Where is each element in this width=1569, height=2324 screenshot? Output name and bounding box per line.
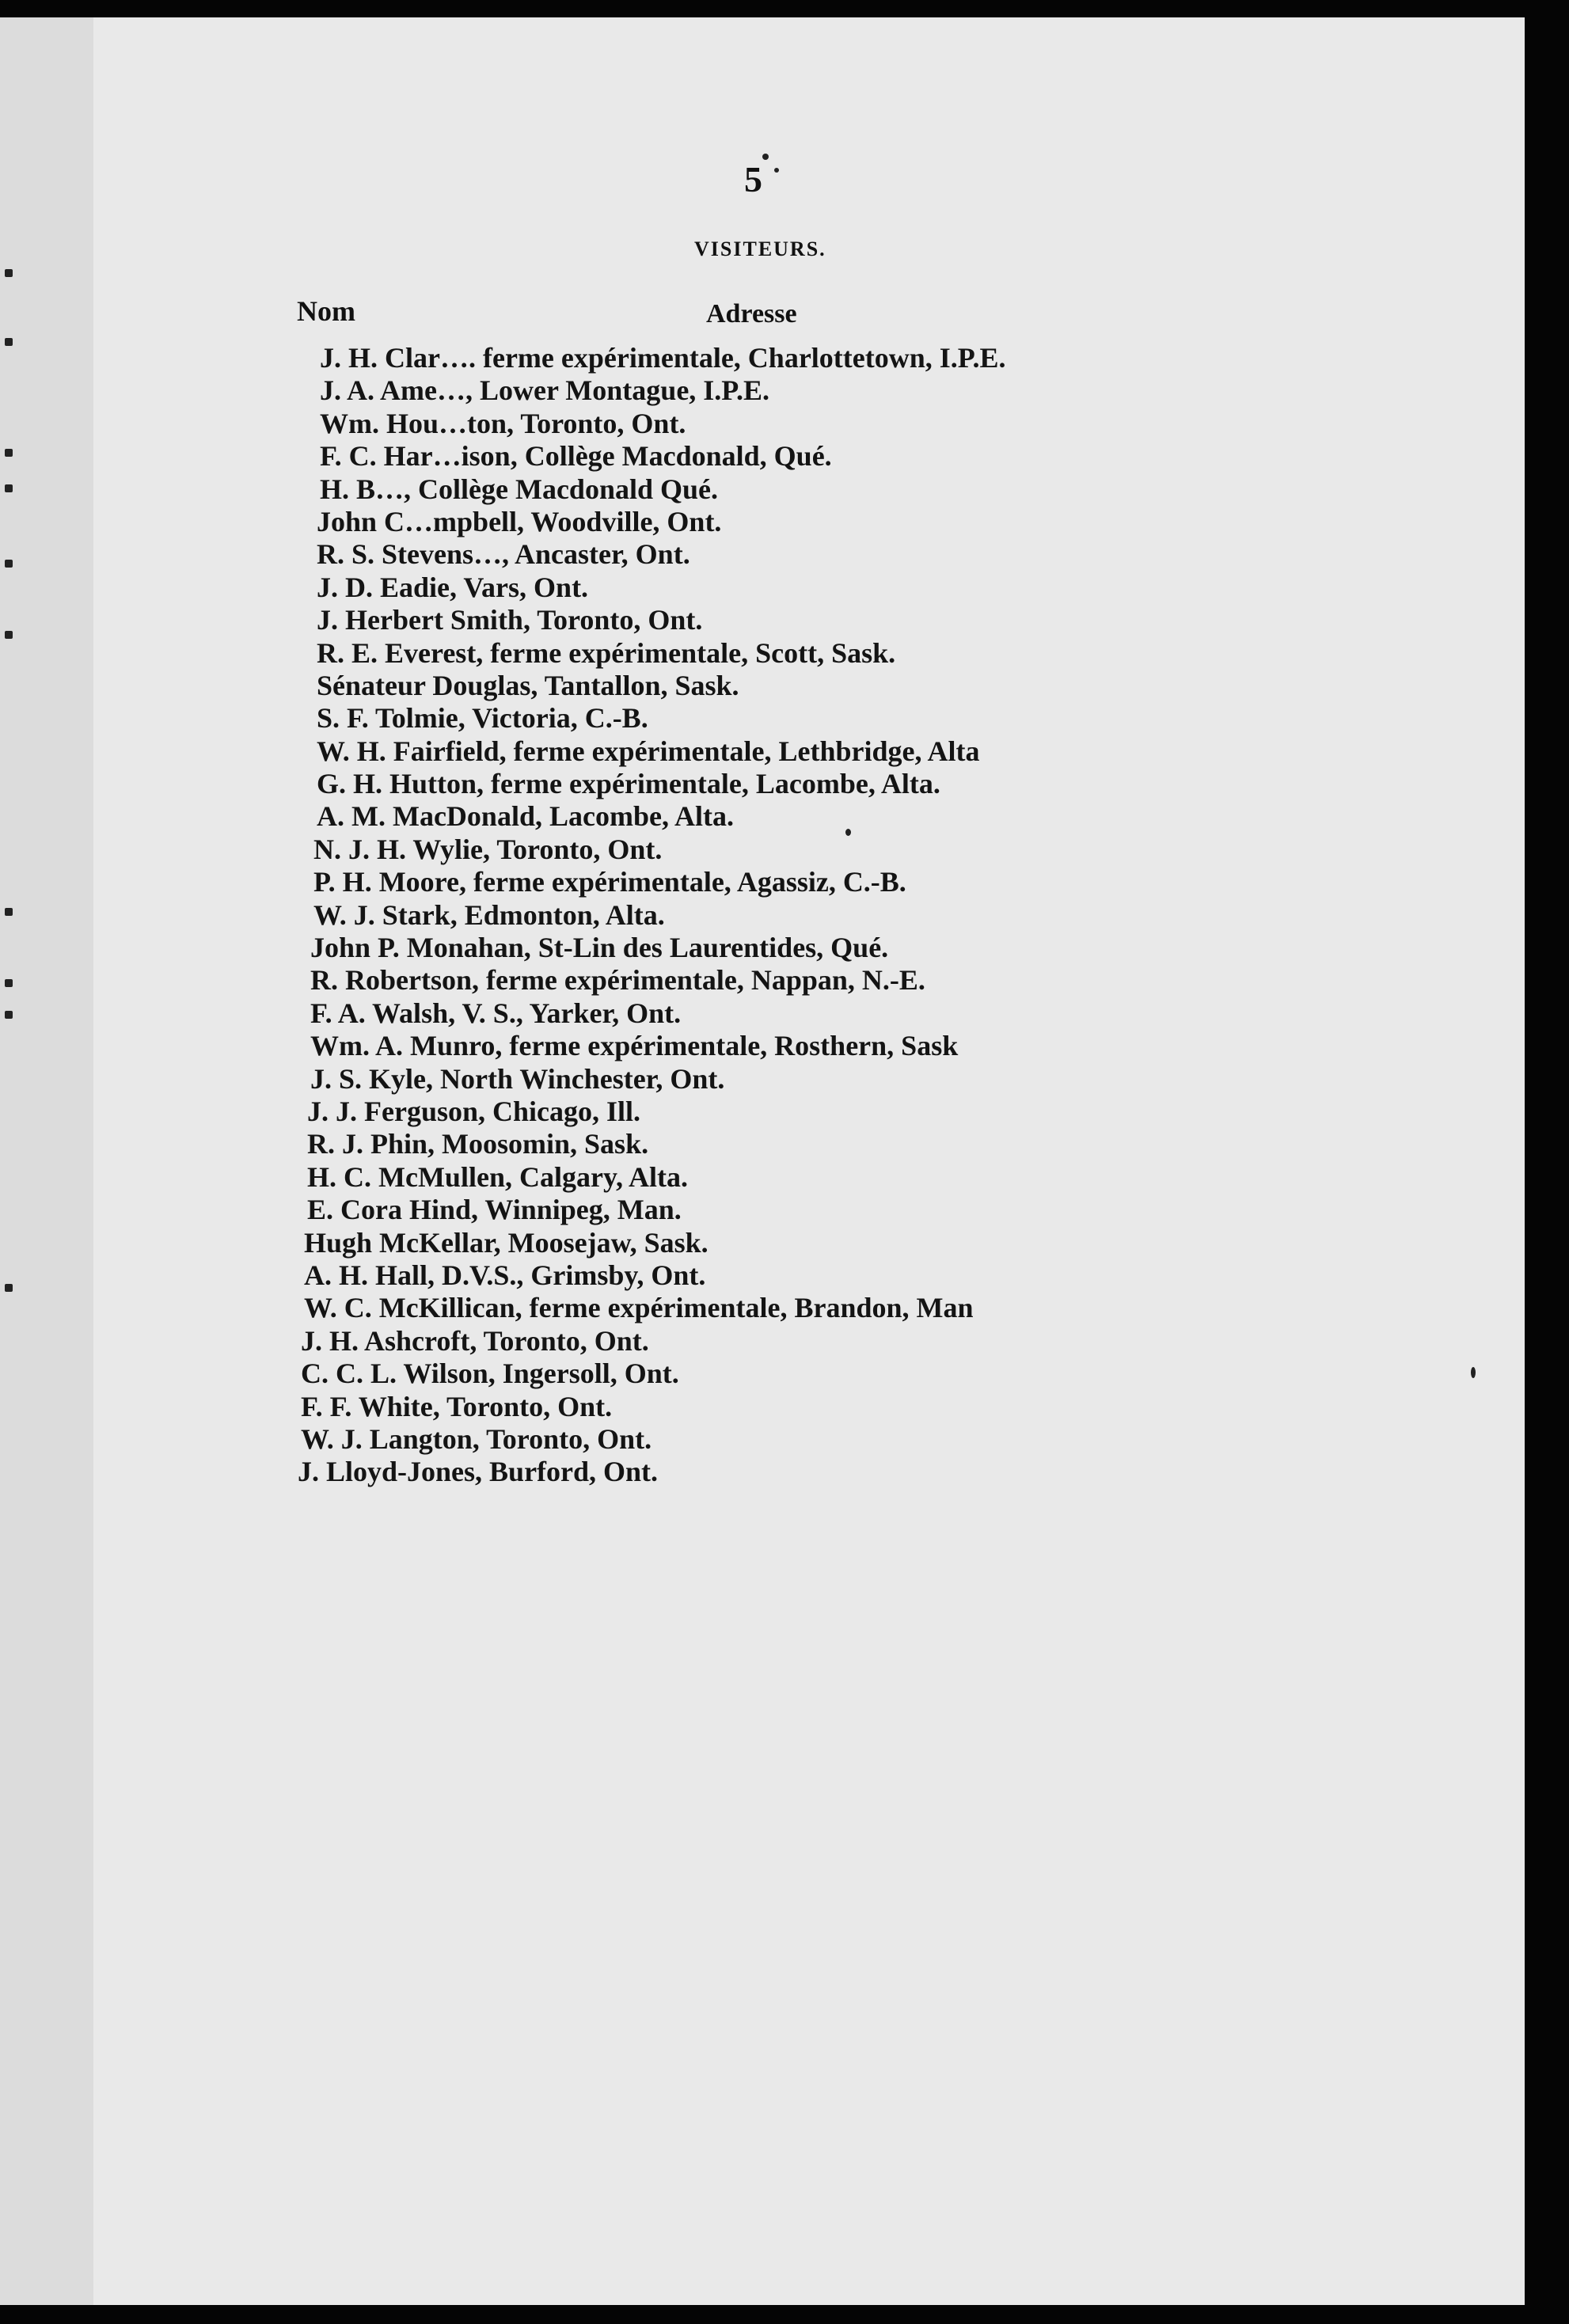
facing-page-edge	[0, 17, 93, 2305]
section-title: VISITEURS.	[694, 237, 826, 260]
list-item: C. C. L. Wilson, Ingersoll, Ont.	[301, 1358, 679, 1390]
list-item: R. S. Stevens…, Ancaster, Ont.	[317, 538, 690, 571]
visitor-list	[206, 342, 1314, 1489]
list-item: Wm. A. Munro, ferme expérimentale, Rosthern, Sask	[310, 1030, 959, 1062]
list-item: J. Lloyd-Jones, Burford, Ont.	[298, 1456, 659, 1488]
column-header-name: Nom	[297, 295, 355, 327]
list-item: F. C. Har…ison, Collège Macdonald, Qué.	[320, 440, 832, 473]
list-item: J. H. Clar…. ferme expérimentale, Charlottetown, I.P.E.	[320, 342, 1006, 374]
page-number: 5	[744, 159, 762, 199]
ink-speck	[774, 168, 779, 173]
list-item: J. A. Ame…, Lower Montague, I.P.E.	[320, 374, 770, 407]
list-item: John C…mpbell, Woodville, Ont.	[317, 505, 722, 537]
list-item: John P. Monahan, St-Lin des Laurentides, Qué.	[310, 932, 889, 964]
column-header-address: Adresse	[706, 299, 797, 328]
list-item: A. M. MacDonald, Lacombe, Alta.	[317, 800, 734, 833]
list-item: A. H. Hall, D.V.S., Grimsby, Ont.	[304, 1259, 706, 1291]
list-item: Hugh McKellar, Moosejaw, Sask.	[304, 1226, 709, 1259]
ink-speck	[1471, 1367, 1476, 1378]
list-item: J. D. Eadie, Vars, Ont.	[317, 571, 589, 603]
list-item: W. J. Langton, Toronto, Ont.	[301, 1422, 652, 1455]
list-item: J. S. Kyle, North Winchester, Ont.	[310, 1062, 725, 1095]
ink-speck	[762, 154, 769, 160]
list-item: Sénateur Douglas, Tantallon, Sask.	[317, 669, 739, 701]
list-item: J. Herbert Smith, Toronto, Ont.	[317, 604, 703, 636]
list-item: E. Cora Hind, Winnipeg, Man.	[307, 1194, 682, 1226]
list-item: J. H. Ashcroft, Toronto, Ont.	[301, 1324, 649, 1357]
list-item: R. Robertson, ferme expérimentale, Nappan, N.-E.	[310, 964, 925, 997]
list-item: F. A. Walsh, V. S., Yarker, Ont.	[310, 997, 682, 1029]
list-item: W. C. McKillican, ferme expérimentale, Brandon, Man	[304, 1292, 974, 1324]
list-item: J. J. Ferguson, Chicago, Ill.	[307, 1095, 641, 1127]
list-item: R. E. Everest, ferme expérimentale, Scott, Sask.	[317, 636, 896, 669]
list-item: W. H. Fairfield, ferme expérimentale, Lethbridge, Alta	[317, 735, 980, 767]
list-item: F. F. White, Toronto, Ont.	[301, 1390, 613, 1422]
list-item: W. J. Stark, Edmonton, Alta.	[313, 898, 665, 931]
list-item: G. H. Hutton, ferme expérimentale, Lacombe, Alta.	[317, 768, 940, 800]
list-item: H. B…, Collège Macdonald Qué.	[320, 473, 718, 505]
list-item: H. C. McMullen, Calgary, Alta.	[307, 1160, 688, 1193]
list-item: R. J. Phin, Moosomin, Sask.	[307, 1128, 649, 1160]
list-item: S. F. Tolmie, Victoria, C.-B.	[317, 702, 648, 735]
list-item: N. J. H. Wylie, Toronto, Ont.	[313, 833, 663, 865]
list-item: P. H. Moore, ferme expérimentale, Agassiz, C.-B.	[313, 866, 906, 898]
list-item: Wm. Hou…ton, Toronto, Ont.	[320, 407, 686, 439]
